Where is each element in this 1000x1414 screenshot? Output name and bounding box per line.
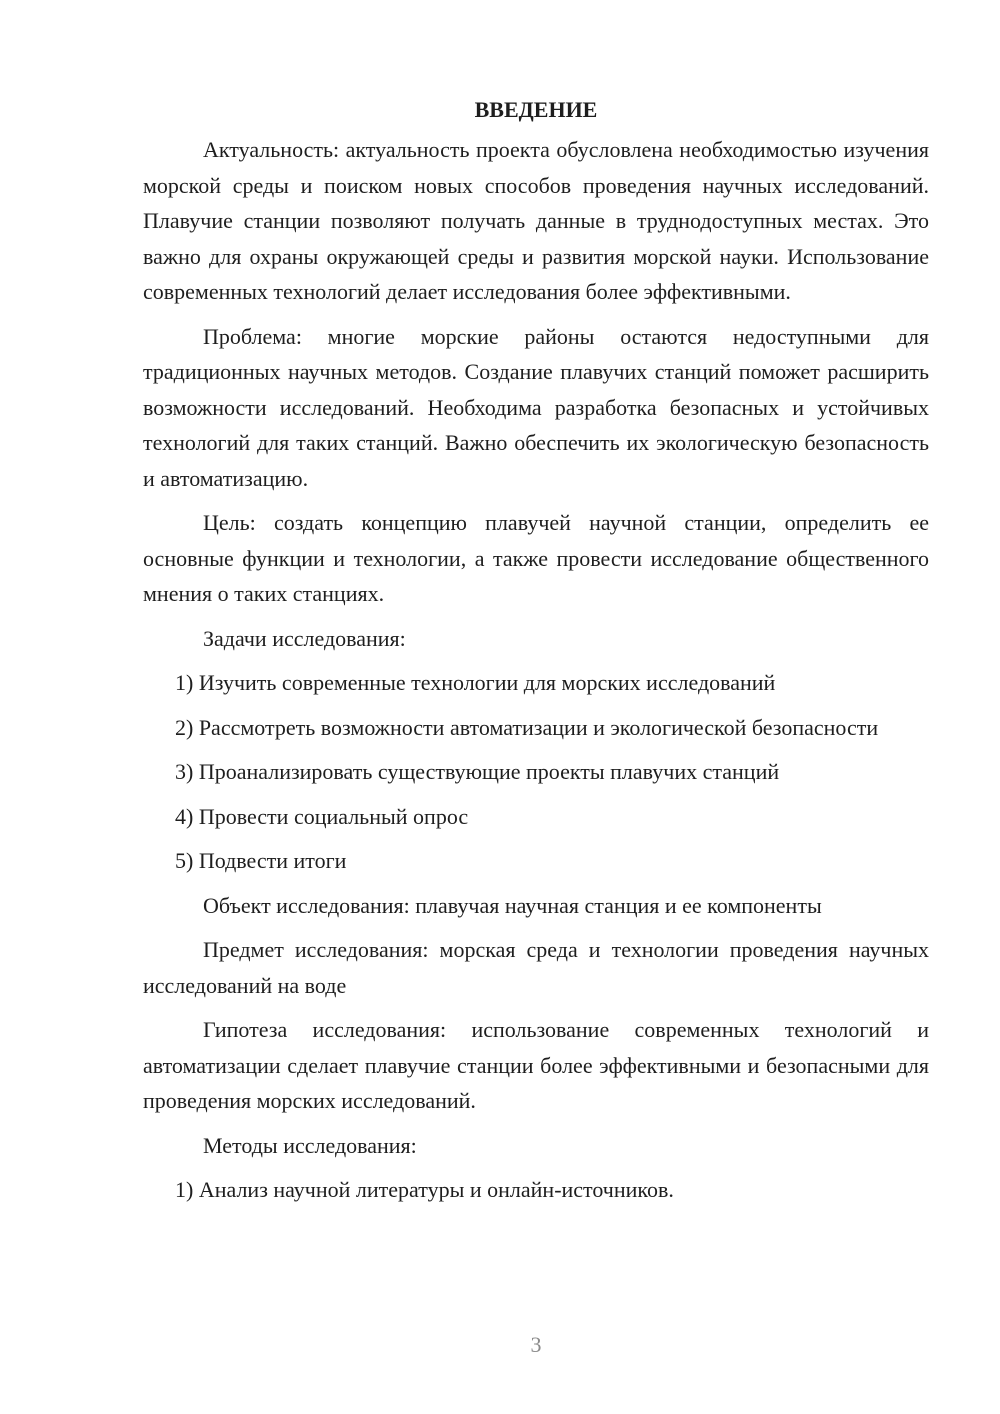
problem-paragraph: Проблема: многие морские районы остаются недоступными для традиционных научных методов. Создание плавучих станций поможет расширить возможности исследований. Необходима разработка безопасных и устойчивых технологий для таких станций. Важно обеспечить их экологическую безопасность и автоматизацию. (143, 323, 929, 491)
method-item-1: 1) Анализ научной литературы и онлайн-источников. (175, 1177, 674, 1202)
task-item-1: 1) Изучить современные технологии для морских исследований (175, 670, 776, 695)
page-title: ВВЕДЕНИЕ (474, 97, 598, 122)
tasks-heading: Задачи исследования: (203, 625, 406, 651)
hypothesis-paragraph: Гипотеза исследования: использование современных технологий и автоматизации сделает плавучие станции более эффективными и безопасными для проведения морских исследований. (143, 1017, 929, 1113)
methods-heading: Методы исследования: (203, 1132, 417, 1158)
document-page (143, 94, 929, 1217)
object-paragraph: Объект исследования: плавучая научная станция и ее компоненты (203, 892, 822, 918)
task-item-3: 3) Проанализировать существующие проекты плавучих станций (175, 759, 780, 784)
subject-paragraph: Предмет исследования: морская среда и технологии проведения научных исследований на воде (143, 937, 929, 998)
task-item-4: 4) Провести социальный опрос (175, 803, 469, 829)
goal-paragraph: Цель: создать концепцию плавучей научной станции, определить ее основные функции и технологии, а также провести исследование общественного мнения о таких станциях. (143, 510, 929, 606)
task-item-2: 2) Рассмотреть возможности автоматизации и экологической безопасности (175, 714, 879, 740)
page-number: 3 (530, 1332, 542, 1357)
relevance-paragraph: Актуальность: актуальность проекта обусловлена необходимостью изучения морской среды и поиском новых способов проведения научных исследований. Плавучие станции позволяют получать данные в труднодоступных местах. Это важно для охраны окружающей среды и развития морской науки. Использование современных технологий делает исследования более эффективными. (143, 137, 929, 304)
task-item-5: 5) Подвести итоги (175, 848, 347, 873)
